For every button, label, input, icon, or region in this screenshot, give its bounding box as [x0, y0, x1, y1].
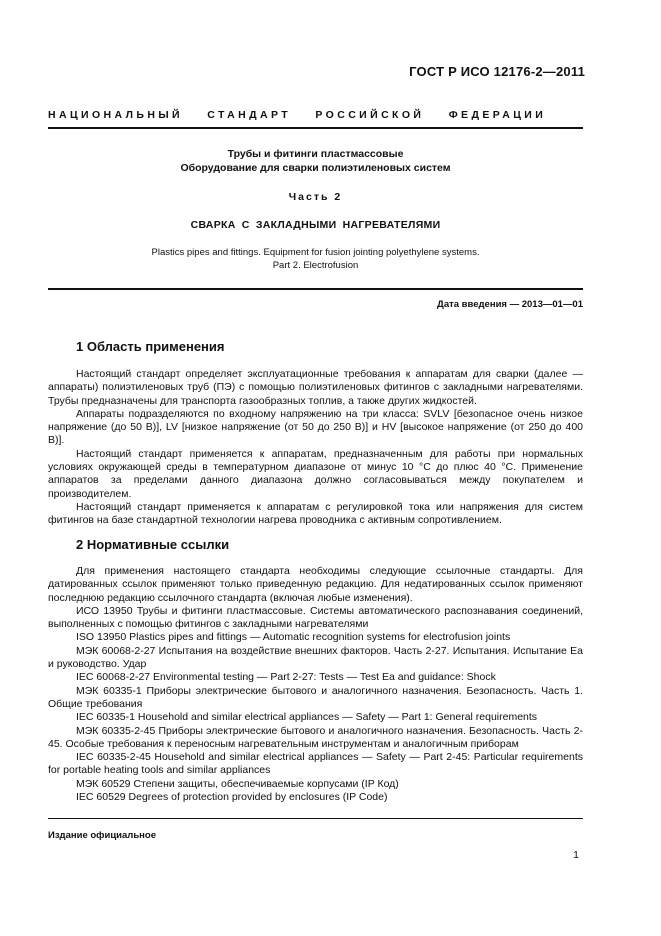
- title-line-2: Оборудование для сварки полиэтиленовых систем: [180, 162, 451, 174]
- reference-item: МЭК 60335-1 Приборы электрические бытового и аналогичного назначения. Безопасность. Часть 1. Общие требования: [48, 684, 583, 710]
- reference-item: IEC 60335-2-45 Household and similar electrical appliances — Safety — Part 2-45: Particular requirements for portable heating tools and similar appliances: [48, 751, 583, 777]
- standard-banner: НАЦИОНАЛЬНЫЙ СТАНДАРТ РОССИЙСКОЙ ФЕДЕРАЦИИ: [48, 109, 547, 121]
- subtitle: СВАРКА С ЗАКЛАДНЫМИ НАГРЕВАТЕЛЯМИ: [190, 219, 441, 231]
- paragraph: Настоящий стандарт применяется к аппаратам с регулировкой тока или напряжения для систем фитингов на базе стандартной технологии нагрева проводника с активным сопротивлением.: [48, 500, 583, 527]
- title-line-1: Трубы и фитинги пластмассовые: [227, 148, 404, 160]
- paragraph: Настоящий стандарт применяется к аппаратам, предназначенным для работы при нормальных условиях окружающей среды в температурном диапазоне от минус 10 °С до плюс 40 °С. Применение аппаратов за пределами данного диапазона должно согласовываться между покупателем и производителем.: [48, 447, 583, 500]
- reference-item: IEC 60335-1 Household and similar electrical appliances — Safety — Part 1: General requirements: [76, 711, 538, 724]
- reference-item: МЭК 60068-2-27 Испытания на воздействие внешних факторов. Часть 2-27. Испытания. Испытание Еа и руководство. Удар: [48, 644, 583, 671]
- english-title: [48, 246, 583, 272]
- reference-item: IEC 60529 Degrees of protection provided by enclosures (IP Code): [76, 791, 388, 804]
- header-rule: [48, 127, 583, 129]
- reference-item: ISO 13950 Plastics pipes and fittings — Automatic recognition systems for electrofusion joints: [76, 631, 511, 644]
- reference-item: МЭК 60335-2-45 Приборы электрические бытового и аналогичного назначения. Безопасность. Часть 2-45. Особые требования к переносным нагревательным инструментам и аналогичным приборам: [48, 724, 583, 750]
- reference-item: ИСО 13950 Трубы и фитинги пластмассовые. Системы автоматического распознавания соединений, выполненных с помощью фитингов с закладными нагревателями: [48, 604, 583, 631]
- section-2-heading: 2 Нормативные ссылки: [76, 537, 230, 552]
- title-rule: [48, 288, 583, 290]
- section-1-heading: 1 Область применения: [76, 339, 225, 354]
- section-1-body: [48, 368, 583, 528]
- english-title-line-2: Part 2. Electrofusion: [272, 260, 359, 271]
- footer-rule: [48, 818, 583, 819]
- document-code: ГОСТ Р ИСО 12176-2—2011: [409, 64, 585, 79]
- edition-note: Издание официальное: [48, 830, 156, 841]
- paragraph: Настоящий стандарт определяет эксплуатационные требования к аппаратам для сварки (далее — аппараты) полиэтиленовых труб (ПЭ) с помощью полиэтиленовых фитингов с закладными нагревателями. Трубы предназначены для транспорта газообразных топлив, а также других жидкостей.: [48, 368, 583, 407]
- section-2-body: [48, 565, 583, 804]
- reference-item: МЭК 60529 Степени защиты, обеспечиваемые корпусами (IP Код): [76, 777, 399, 790]
- paragraph: Аппараты подразделяются по входному напряжению на три класса: SVLV [безопасное очень низкое напряжение (до 50 В)], LV [низкое напряжение (от 50 до 250 В)] и HV [высокое напряжение (от 250 до 400 В)].: [48, 407, 583, 447]
- introduction-date: Дата введения — 2013—01—01: [437, 299, 583, 310]
- english-title-line-1: Plastics pipes and fittings. Equipment for fusion jointing polyethylene systems.: [151, 247, 480, 258]
- paragraph: Для применения настоящего стандарта необходимы следующие ссылочные стандарты. Для датированных ссылок применяют только приведенную редакцию. Для недатированных ссылок применяют последнюю редакцию ссылочного стандарта (включая любые изменения).: [48, 565, 583, 604]
- part-number: Часть 2: [288, 191, 343, 203]
- reference-item: IEC 60068-2-27 Environmental testing — Part 2-27: Tests — Test Ea and guidance: Shock: [76, 671, 496, 684]
- title-block: [48, 147, 583, 175]
- page-number: 1: [573, 849, 579, 861]
